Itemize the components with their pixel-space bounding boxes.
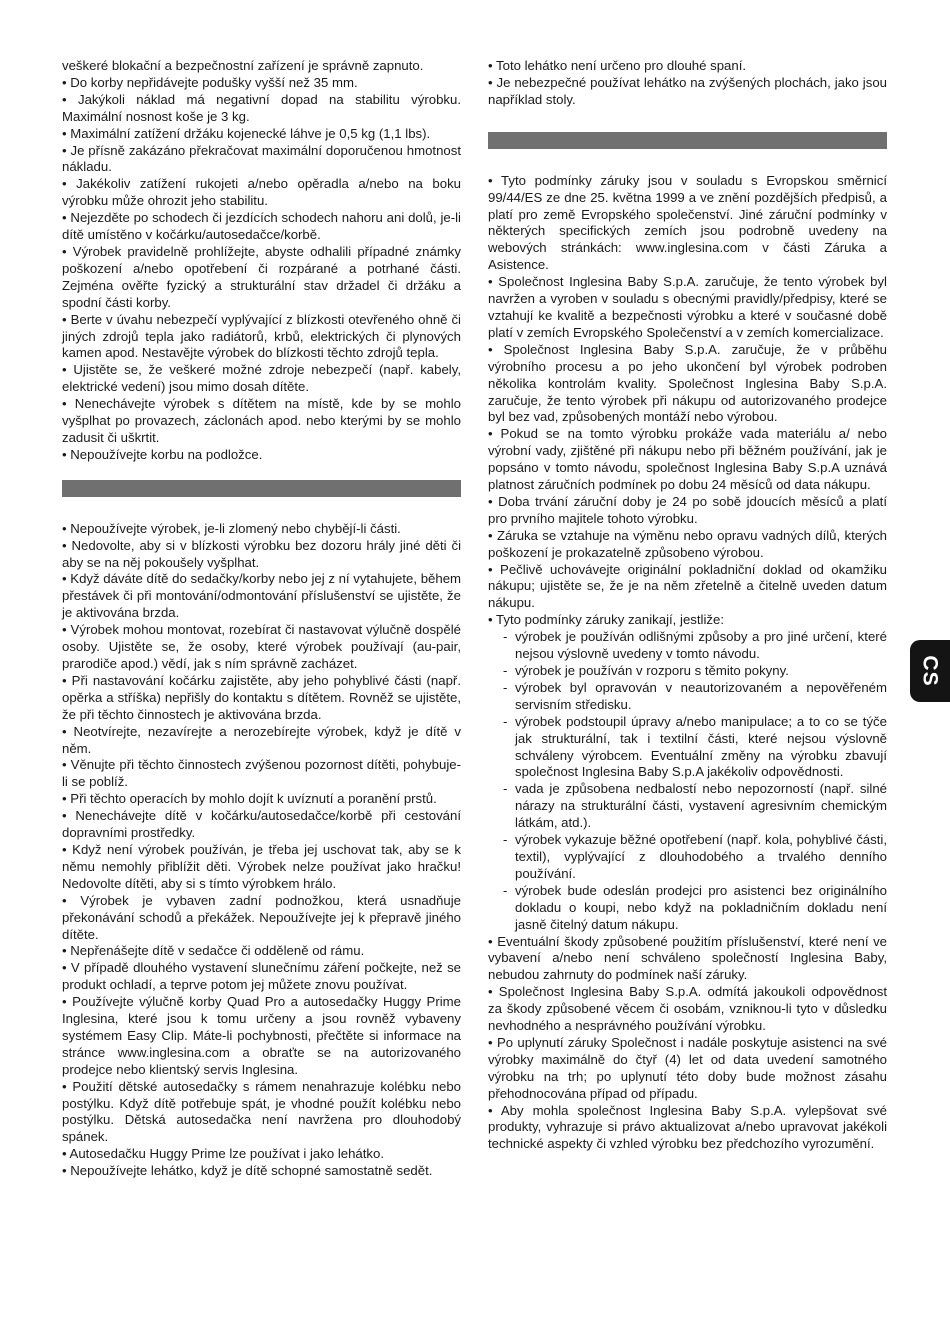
list-item bbox=[488, 629, 887, 663]
language-tab bbox=[910, 640, 950, 702]
paragraph: • Společnost Inglesina Baby S.p.A. odmítá jakoukoli odpovědnost za škody způsobené věcem či osobám, vzniknou-li tyto v důsledku nevhodného a nesprávného používání výrobku. bbox=[488, 984, 887, 1034]
paragraph: • Věnujte při těchto činnostech zvýšenou pozornost dítěti, pohybuje-li se poblíž. bbox=[62, 757, 461, 790]
list-item bbox=[488, 883, 887, 934]
list-item-text: výrobek bude odeslán prodejci pro asistenci bez originálního dokladu o koupi, nebo když na pokladničním dokladu není jasně čitelný datum nákupu. bbox=[515, 882, 887, 932]
paragraph: • Pečlivě uchovávejte originální pokladniční doklad od okamžiku nákupu; ujistěte se, že je na něm zřetelně a čitelně uveden datum nákupu. bbox=[488, 561, 887, 611]
paragraph: • Pokud se na tomto výrobku prokáže vada materiálu a/ nebo výrobní vady, zjištěné při nákupu nebo při běžném používání, jak je popsáno v tomto návodu, společnost Inglesina Baby S.p.A uznává platnost záručních podmínek po dobu 24 měsíců od data nákupu. bbox=[488, 426, 887, 493]
list-item-text: výrobek byl opravován v neautorizovaném a nepověřeném servisním středisku. bbox=[515, 679, 887, 712]
paragraph: • Neotvírejte, nezavírejte a nerozebírejte výrobek, když je dítě v něm. bbox=[62, 723, 461, 756]
paragraph: • Ujistěte se, že veškeré možné zdroje nebezpečí (např. kabely, elektrické vedení) jsou mimo dosah dítěte. bbox=[62, 362, 461, 395]
paragraph: • Berte v úvahu nebezpečí vyplývající z blízkosti otevřeného ohně či jiných zdrojů tepla jako radiátorů, krbů, elektrických či plynových kamen apod. Nestavějte výrobek do blízkosti těchto zdrojů tepla. bbox=[62, 311, 461, 361]
paragraph: • Jakýkoli náklad má negativní dopad na stabilitu výrobku. Maximální nosnost koše je 3 kg. bbox=[62, 91, 461, 124]
warranty-exclusions-list bbox=[488, 629, 887, 933]
right-column bbox=[488, 58, 887, 1153]
dash-bullet: - bbox=[503, 832, 508, 848]
safety-warnings-list bbox=[62, 58, 461, 464]
paragraph: • Eventuální škody způsobené použitím příslušenství, které není ve vybavení a/nebo není schváleno společností Inglesina Baby, nebudou zahrnuty do podmínek naší záruky. bbox=[488, 933, 887, 983]
paragraph: • Výrobek pravidelně prohlížejte, abyste odhalili případné známky poškození a/nebo opotřebení či rozpárané a potrhané části. Zejména ověřte fyzický a strukturální stav držadel či držáku a spodní části korby. bbox=[62, 243, 461, 310]
dash-bullet: - bbox=[503, 781, 508, 797]
paragraph: • Toto lehátko není určeno pro dlouhé spaní. bbox=[488, 58, 747, 73]
paragraph: • Tyto podmínky záruky zanikají, jestliže: bbox=[488, 612, 724, 628]
paragraph: • Nenechávejte dítě v kočárku/autosedačce/korbě při cestování dopravními prostředky. bbox=[62, 808, 461, 841]
paragraph: • V případě dlouhého vystavení slunečnímu záření počkejte, než se produkt ochladí, a teprve potom jej můžete znovu používat. bbox=[62, 960, 461, 993]
paragraph: • Nenechávejte výrobek s dítětem na místě, kde by se mohlo vyšplhat po provazech, záclonách apod. nebo kterými by se mohlo zadusit či uškrtit. bbox=[62, 396, 461, 445]
paragraph: • Nepoužívejte lehátko, když je dítě schopné samostatně sedět. bbox=[62, 1163, 433, 1179]
paragraph: • Aby mohla společnost Inglesina Baby S.p.A. vylepšovat své produkty, vyhrazuje si právo aktualizovat a/nebo upravovat jakékoli technické aspekty či vzhled výrobku bez předchozího vyrozumění. bbox=[488, 1102, 887, 1152]
list-item-text: výrobek vykazuje běžné opotřebení (např. kola, pohyblivé části, textil), vyplývající z dlouhodobého a trvalého denního používání. bbox=[515, 832, 887, 881]
paragraph: • Výrobek je vybaven zadní podnožkou, která usnadňuje překonávání schodů a překážek. Nepoužívejte jej k přepravě jiného dítěte. bbox=[62, 892, 461, 942]
list-item-text: výrobek je používán odlišnými způsoby a pro jiné určení, které nejsou výslovně uvedeny v tomto návodu. bbox=[515, 629, 887, 662]
paragraph: • Tyto podmínky záruky jsou v souladu s Evropskou směrnicí 99/44/ES ze dne 25. května 1999 a ve znění pozdějších předpisů, a platí pro země Evropského společenství. Jiné záruční podmínky v některých specifických zemích jsou podrobně uvedeny na webových stránkách: www.inglesina.com v části Záruka a Asistence. bbox=[488, 172, 887, 273]
dash-bullet: - bbox=[503, 679, 508, 695]
paragraph: • Nepřenášejte dítě v sedačce či odděleně od rámu. bbox=[62, 943, 365, 959]
warranty-terms-list bbox=[488, 173, 887, 629]
paragraph: • Po uplynutí záruky Společnost i nadále poskytuje asistenci na své výrobky maximálně do čtyř (4) let od data uvedení samotného výrobku na trh; po uplynutí této doby bude možnost zásahu přehodnocována případ od případu. bbox=[488, 1034, 887, 1101]
paragraph: • Nejezděte po schodech či jezdících schodech nahoru ani dolů, je-li dítě umístěno v kočárku/autosedačce/korbě. bbox=[62, 210, 461, 243]
left-column bbox=[62, 58, 461, 1180]
paragraph: • Společnost Inglesina Baby S.p.A. zaručuje, že v průběhu výrobního procesu a po jeho ukončení byl výrobek podroben několika kontrolám kvality. Společnost Inglesina Baby S.p.A. zaručuje, že tento výrobek při nákupu od autorizovaného prodejce byl bez vad, způsobených montáží nebo výrobou. bbox=[488, 341, 887, 425]
paragraph: • Autosedačku Huggy Prime lze používat i jako lehátko. bbox=[62, 1146, 385, 1162]
paragraph: • Při nastavování kočárku zajistěte, aby jeho pohyblivé části (např. opěrka a stříška) nepřišly do kontaktu s dítětem. Rovněž se ujistěte, že při těchto činnostech je aktivována brzda. bbox=[62, 672, 461, 722]
list-item-text: vada je způsobena nedbalostí nebo nepozorností (např. silné nárazy na strukturální části, vystavení agresivním chemickým látkám, atd.). bbox=[515, 781, 887, 831]
paragraph: • Výrobek mohou montovat, rozebírat či nastavovat výlučně dospělé osoby. Ujistěte se, že osoby, které výrobek používají (au-pair, prarodiče apod.) vědí, jak s ním správně zacházet. bbox=[62, 622, 461, 671]
dash-bullet: - bbox=[503, 713, 508, 729]
list-item bbox=[488, 781, 887, 832]
paragraph: • Při těchto operacích by mohlo dojít k uvíznutí a poranění prstů. bbox=[62, 791, 437, 807]
warranty-final-terms bbox=[488, 934, 887, 1154]
list-item-text: výrobek je používán v rozporu s těmito pokyny. bbox=[515, 663, 789, 678]
list-item bbox=[488, 663, 887, 680]
paragraph: • Používejte výlučně korby Quad Pro a autosedačky Huggy Prime Inglesina, které jsou k tomu určeny a jsou rovněž vybaveny systémem Easy Clip. Máte-li pochybnosti, přečtěte si informace na stránce www.inglesina.com a obraťte se na autorizovaného prodejce nebo klientský servis Inglesina. bbox=[62, 994, 461, 1077]
paragraph: • Když dáváte dítě do sedačky/korby nebo jej z ní vytahujete, během přestávek či při montování/odmontování příslušenství se ujistěte, že je aktivována brzda. bbox=[62, 571, 462, 621]
list-item bbox=[488, 680, 887, 714]
paragraph: • Je přísně zakázáno překračovat maximální doporučenou hmotnost nákladu. bbox=[62, 142, 461, 175]
paragraph: • Když není výrobek používán, je třeba jej uschovat tak, aby se k němu nemohly přiblížit děti. Výrobek nelze používat jako hračku! Nedovolte dítěti, aby si s tímto výrobkem hrálo. bbox=[62, 841, 461, 891]
paragraph: • Záruka se vztahuje na výměnu nebo opravu vadných dílů, kterých poškození je prokazatelně způsobeno výrobou. bbox=[488, 527, 887, 560]
paragraph: • Nepoužívejte výrobek, je-li zlomený nebo chybějí-li části. bbox=[62, 520, 401, 536]
warranty-header-bar bbox=[488, 132, 887, 149]
language-tab-label: CS bbox=[919, 655, 942, 687]
lounger-warnings-list bbox=[488, 58, 887, 109]
list-item bbox=[488, 832, 887, 883]
dash-bullet: - bbox=[503, 629, 508, 645]
paragraph: veškeré blokační a bezpečnostní zařízení je správně zapnuto. bbox=[62, 58, 424, 73]
paragraph: • Doba trvání záruční doby je 24 po sobě jdoucích měsíců a platí pro prvního majitele tohoto výrobku. bbox=[488, 493, 887, 526]
dash-bullet: - bbox=[503, 663, 508, 678]
paragraph: • Maximální zatížení držáku kojenecké láhve je 0,5 kg (1,1 lbs). bbox=[62, 125, 431, 141]
paragraph: • Nepoužívejte korbu na podložce. bbox=[62, 446, 263, 462]
section-header-bar bbox=[62, 480, 461, 497]
paragraph: • Do korby nepřidávejte podušky vyšší než 35 mm. bbox=[62, 74, 358, 90]
list-item-text: výrobek podstoupil úpravy a/nebo manipulace; a to co se týče jak strukturální, tak i textilní části, které nejsou výslovně schváleny výrobcem. Eventuální změny na výrobku zbavují společnost Inglesina Baby S.p.A jakékoliv odpovědnosti. bbox=[515, 713, 887, 780]
paragraph: • Nedovolte, aby si v blízkosti výrobku bez dozoru hrály jiné děti či aby se na něj pokoušely vyšplhat. bbox=[62, 537, 461, 570]
list-item bbox=[488, 714, 887, 782]
paragraph: • Jakékoliv zatížení rukojeti a/nebo opěradla a/nebo na boku výrobku může ohrozit jeho stabilitu. bbox=[62, 176, 461, 209]
general-warnings-list bbox=[62, 521, 461, 1180]
paragraph: • Společnost Inglesina Baby S.p.A. zaručuje, že tento výrobek byl navržen a vyroben v souladu s obecnými pravidly/předpisy, které se vztahují ke kvalitě a bezpečnosti výrobku a které v současné době platí v zemích Evropského Společenství a v zemích komercializace. bbox=[488, 274, 887, 340]
paragraph: • Použití dětské autosedačky s rámem nenahrazuje kolébku nebo postýlku. Když dítě potřebuje spát, je vhodné použít kolébku nebo postýlku. Dětská autosedačka není navržena pro dlouhodobý spánek. bbox=[62, 1078, 461, 1145]
dash-bullet: - bbox=[503, 882, 508, 898]
paragraph: • Je nebezpečné používat lehátko na zvýšených plochách, jako jsou například stoly. bbox=[488, 74, 887, 107]
